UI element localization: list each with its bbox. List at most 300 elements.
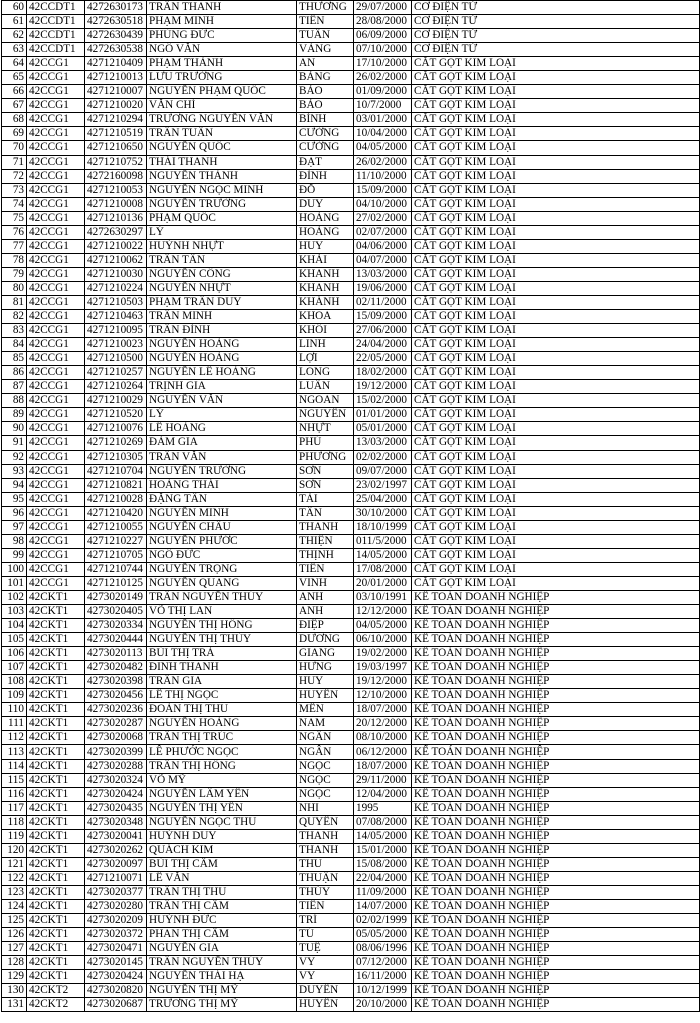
class-code-cell: 42CCG1	[27, 155, 85, 169]
row-number-cell: 86	[2, 366, 27, 380]
birth-date-cell: 04/05/2000	[354, 619, 412, 633]
student-id-cell: 4271210013	[85, 71, 147, 85]
given-name-cell: LỢI	[297, 352, 354, 366]
surname-cell: LÝ	[147, 408, 297, 422]
major-cell: CẮT GỌT KIM LOẠI	[412, 281, 700, 295]
surname-cell: NGUYỄN MINH	[147, 506, 297, 520]
major-cell: CẮT GỌT KIM LOẠI	[412, 310, 700, 324]
surname-cell: QUÁCH KIM	[147, 843, 297, 857]
given-name-cell: THUẬN	[297, 871, 354, 885]
major-cell: KẾ TOÁN DOANH NGHIỆP	[412, 900, 700, 914]
surname-cell: LƯU TRƯỜNG	[147, 71, 297, 85]
table-row	[2, 900, 700, 914]
row-number-cell: 111	[2, 717, 27, 731]
class-code-cell: 42CKT1	[27, 647, 85, 661]
table-row	[2, 394, 700, 408]
row-number-cell: 106	[2, 647, 27, 661]
birth-date-cell: 12/10/2000	[354, 689, 412, 703]
class-code-cell: 42CCG1	[27, 506, 85, 520]
major-cell: CẮT GỌT KIM LOẠI	[412, 506, 700, 520]
class-code-cell: 42CKT1	[27, 717, 85, 731]
birth-date-cell: 18/02/2000	[354, 366, 412, 380]
row-number-cell: 102	[2, 590, 27, 604]
given-name-cell: LONG	[297, 366, 354, 380]
row-number-cell: 96	[2, 506, 27, 520]
table-row	[2, 253, 700, 267]
student-id-cell: 4273020262	[85, 843, 147, 857]
class-code-cell: 42CKT1	[27, 590, 85, 604]
given-name-cell: HUYỀN	[297, 998, 354, 1012]
class-code-cell: 42CKT1	[27, 633, 85, 647]
class-code-cell: 42CCG1	[27, 295, 85, 309]
major-cell: CẮT GỌT KIM LOẠI	[412, 324, 700, 338]
class-code-cell: 42CCG1	[27, 310, 85, 324]
birth-date-cell: 25/04/2000	[354, 492, 412, 506]
surname-cell: NGUYỄN HOÀNG	[147, 352, 297, 366]
birth-date-cell: 15/09/2000	[354, 310, 412, 324]
surname-cell: ĐẶNG TẤN	[147, 492, 297, 506]
table-row	[2, 843, 700, 857]
row-number-cell: 92	[2, 450, 27, 464]
major-cell: KẾ TOÁN DOANH NGHIỆP	[412, 857, 700, 871]
major-cell: CẮT GỌT KIM LOẠI	[412, 211, 700, 225]
given-name-cell: DƯƠNG	[297, 633, 354, 647]
student-id-cell: 4271210023	[85, 338, 147, 352]
table-row	[2, 141, 700, 155]
surname-cell: TRẦN THANH	[147, 1, 297, 15]
row-number-cell: 131	[2, 998, 27, 1012]
row-number-cell: 124	[2, 900, 27, 914]
row-number-cell: 122	[2, 871, 27, 885]
class-code-cell: 42CKT1	[27, 773, 85, 787]
birth-date-cell: 30/10/2000	[354, 506, 412, 520]
given-name-cell: KHANH	[297, 281, 354, 295]
table-row	[2, 113, 700, 127]
major-cell: KẾ TOÁN DOANH NGHIỆP	[412, 956, 700, 970]
given-name-cell: NAM	[297, 717, 354, 731]
student-id-cell: 4271210744	[85, 562, 147, 576]
given-name-cell: LINH	[297, 338, 354, 352]
table-row	[2, 506, 700, 520]
table-row	[2, 239, 700, 253]
surname-cell: NGÔ VĂN	[147, 43, 297, 57]
table-row	[2, 43, 700, 57]
row-number-cell: 85	[2, 352, 27, 366]
major-cell: CƠ ĐIỆN TỬ	[412, 29, 700, 43]
birth-date-cell: 09/07/2000	[354, 464, 412, 478]
table-row	[2, 942, 700, 956]
surname-cell: TRẦN VĂN	[147, 450, 297, 464]
row-number-cell: 115	[2, 773, 27, 787]
class-code-cell: 42CCG1	[27, 225, 85, 239]
student-id-cell: 4273020405	[85, 605, 147, 619]
class-code-cell: 42CCG1	[27, 520, 85, 534]
given-name-cell: BẢO	[297, 99, 354, 113]
given-name-cell: TIÊN	[297, 900, 354, 914]
major-cell: CẮT GỌT KIM LOẠI	[412, 366, 700, 380]
birth-date-cell: 07/10/2000	[354, 43, 412, 57]
student-id-cell: 4271210007	[85, 85, 147, 99]
row-number-cell: 128	[2, 956, 27, 970]
birth-date-cell: 03/10/1991	[354, 590, 412, 604]
given-name-cell: BẢO	[297, 85, 354, 99]
class-code-cell: 42CKT1	[27, 801, 85, 815]
surname-cell: TRẦN TẤN	[147, 253, 297, 267]
birth-date-cell: 28/08/2000	[354, 15, 412, 29]
class-code-cell: 42CCG1	[27, 211, 85, 225]
major-cell: CẮT GỌT KIM LOẠI	[412, 464, 700, 478]
given-name-cell: KHANH	[297, 267, 354, 281]
row-number-cell: 60	[2, 1, 27, 15]
table-row	[2, 689, 700, 703]
student-id-cell: 4273020456	[85, 689, 147, 703]
table-row	[2, 380, 700, 394]
student-id-cell: 4273020149	[85, 590, 147, 604]
surname-cell: TRỊNH GIA	[147, 380, 297, 394]
class-code-cell: 42CKT1	[27, 731, 85, 745]
class-code-cell: 42CKT1	[27, 928, 85, 942]
class-code-cell: 42CKT2	[27, 984, 85, 998]
row-number-cell: 78	[2, 253, 27, 267]
birth-date-cell: 10/04/2000	[354, 127, 412, 141]
surname-cell: NGUYỄN TRƯỜNG	[147, 464, 297, 478]
major-cell: KẾ TOÁN DOANH NGHIỆP	[412, 647, 700, 661]
given-name-cell: ANH	[297, 605, 354, 619]
major-cell: KẾ TOÁN DOANH NGHIỆP	[412, 605, 700, 619]
table-row	[2, 857, 700, 871]
major-cell: CẮT GỌT KIM LOẠI	[412, 71, 700, 85]
class-code-cell: 42CCG1	[27, 366, 85, 380]
table-row	[2, 127, 700, 141]
student-id-cell: 4271210029	[85, 394, 147, 408]
row-number-cell: 72	[2, 169, 27, 183]
table-row	[2, 562, 700, 576]
surname-cell: NGUYỄN NGỌC MINH	[147, 183, 297, 197]
row-number-cell: 130	[2, 984, 27, 998]
class-code-cell: 42CKT1	[27, 885, 85, 899]
major-cell: KẾ TOÁN DOANH NGHIỆP	[412, 745, 700, 759]
surname-cell: NGUYỄN THÁI HẠ	[147, 970, 297, 984]
class-code-cell: 42CCG1	[27, 99, 85, 113]
surname-cell: ĐÀM GIA	[147, 436, 297, 450]
table-row	[2, 717, 700, 731]
class-code-cell: 42CKT1	[27, 914, 85, 928]
student-id-cell: 4273020424	[85, 787, 147, 801]
surname-cell: VÕ THỊ LAN	[147, 605, 297, 619]
table-row	[2, 548, 700, 562]
surname-cell: TRẦN MINH	[147, 310, 297, 324]
row-number-cell: 66	[2, 85, 27, 99]
given-name-cell: ANH	[297, 590, 354, 604]
row-number-cell: 68	[2, 113, 27, 127]
given-name-cell: HUY	[297, 675, 354, 689]
table-row	[2, 169, 700, 183]
table-row	[2, 464, 700, 478]
birth-date-cell: 26/02/2000	[354, 155, 412, 169]
surname-cell: THÁI THANH	[147, 155, 297, 169]
table-row	[2, 352, 700, 366]
student-id-cell: 4273020097	[85, 857, 147, 871]
class-code-cell: 42CKT1	[27, 970, 85, 984]
row-number-cell: 110	[2, 703, 27, 717]
major-cell: KẾ TOÁN DOANH NGHIỆP	[412, 619, 700, 633]
given-name-cell: TIẾN	[297, 15, 354, 29]
student-id-cell: 4271210264	[85, 380, 147, 394]
surname-cell: NGUYỄN THỊ THÙY	[147, 633, 297, 647]
given-name-cell: MẾN	[297, 703, 354, 717]
surname-cell: NGUYỄN CHÂU	[147, 520, 297, 534]
class-code-cell: 42CKT1	[27, 843, 85, 857]
surname-cell: TRẦN NGUYỄN THÚY	[147, 956, 297, 970]
birth-date-cell: 03/01/2000	[354, 113, 412, 127]
surname-cell: NGÔ ĐỨC	[147, 548, 297, 562]
table-row	[2, 787, 700, 801]
birth-date-cell: 27/06/2000	[354, 324, 412, 338]
given-name-cell: NGỌC	[297, 773, 354, 787]
surname-cell: NGUYỄN THỊ MỸ	[147, 984, 297, 998]
table-row	[2, 815, 700, 829]
surname-cell: PHÙNG ĐỨC	[147, 29, 297, 43]
table-row	[2, 970, 700, 984]
major-cell: CẮT GỌT KIM LOẠI	[412, 295, 700, 309]
student-id-cell: 4272630518	[85, 15, 147, 29]
student-id-cell: 4271210224	[85, 281, 147, 295]
surname-cell: PHẠM TRẦN DUY	[147, 295, 297, 309]
birth-date-cell: 04/05/2000	[354, 141, 412, 155]
birth-date-cell: 04/10/2000	[354, 197, 412, 211]
given-name-cell: NGOAN	[297, 394, 354, 408]
major-cell: CƠ ĐIỆN TỬ	[412, 43, 700, 57]
given-name-cell: QUYÊN	[297, 815, 354, 829]
surname-cell: BÙI THỊ CẨM	[147, 857, 297, 871]
major-cell: KẾ TOÁN DOANH NGHIỆP	[412, 675, 700, 689]
table-row	[2, 71, 700, 85]
major-cell: KẾ TOÁN DOANH NGHIỆP	[412, 914, 700, 928]
table-row	[2, 155, 700, 169]
class-code-cell: 42CCG1	[27, 352, 85, 366]
table-row	[2, 408, 700, 422]
surname-cell: PHAN THỊ CẨM	[147, 928, 297, 942]
class-code-cell: 42CKT1	[27, 605, 85, 619]
table-row	[2, 885, 700, 899]
surname-cell: ĐOÀN THỊ THU	[147, 703, 297, 717]
birth-date-cell: 02/02/2000	[354, 450, 412, 464]
surname-cell: HUỲNH NHỰT	[147, 239, 297, 253]
class-code-cell: 42CCG1	[27, 253, 85, 267]
surname-cell: TRẦN THỊ TRÚC	[147, 731, 297, 745]
student-id-cell: 4271210463	[85, 310, 147, 324]
table-row	[2, 492, 700, 506]
student-id-cell: 4273020113	[85, 647, 147, 661]
birth-date-cell: 19/12/2000	[354, 380, 412, 394]
table-row	[2, 745, 700, 759]
major-cell: KẾ TOÁN DOANH NGHIỆP	[412, 885, 700, 899]
given-name-cell: NHI	[297, 801, 354, 815]
given-name-cell: THỊNH	[297, 548, 354, 562]
birth-date-cell: 02/07/2000	[354, 225, 412, 239]
given-name-cell: KHẢI	[297, 253, 354, 267]
surname-cell: LÊ THỊ NGỌC	[147, 689, 297, 703]
major-cell: CƠ ĐIỆN TỬ	[412, 1, 700, 15]
surname-cell: TRẦN TUẤN	[147, 127, 297, 141]
class-code-cell: 42CKT1	[27, 619, 85, 633]
surname-cell: PHẠM MINH	[147, 15, 297, 29]
student-id-cell: 4271210500	[85, 352, 147, 366]
major-cell: CẮT GỌT KIM LOẠI	[412, 155, 700, 169]
row-number-cell: 77	[2, 239, 27, 253]
major-cell: CẮT GỌT KIM LOẠI	[412, 113, 700, 127]
row-number-cell: 123	[2, 885, 27, 899]
row-number-cell: 74	[2, 197, 27, 211]
class-code-cell: 42CKT1	[27, 689, 85, 703]
class-code-cell: 42CKT1	[27, 675, 85, 689]
row-number-cell: 127	[2, 942, 27, 956]
row-number-cell: 91	[2, 436, 27, 450]
class-code-cell: 42CCG1	[27, 239, 85, 253]
row-number-cell: 118	[2, 815, 27, 829]
major-cell: CẮT GỌT KIM LOẠI	[412, 352, 700, 366]
major-cell: CẮT GỌT KIM LOẠI	[412, 492, 700, 506]
row-number-cell: 112	[2, 731, 27, 745]
table-row	[2, 29, 700, 43]
birth-date-cell: 29/07/2000	[354, 1, 412, 15]
class-code-cell: 42CCG1	[27, 408, 85, 422]
surname-cell: PHẠM QUỐC	[147, 211, 297, 225]
row-number-cell: 88	[2, 394, 27, 408]
birth-date-cell: 011/5/2000	[354, 534, 412, 548]
class-code-cell: 42CCG1	[27, 113, 85, 127]
class-code-cell: 42CKT1	[27, 787, 85, 801]
major-cell: CƠ ĐIỆN TỬ	[412, 15, 700, 29]
student-id-cell: 4271210420	[85, 506, 147, 520]
major-cell: KẾ TOÁN DOANH NGHIỆP	[412, 731, 700, 745]
major-cell: CẮT GỌT KIM LOẠI	[412, 548, 700, 562]
table-row	[2, 534, 700, 548]
major-cell: CẮT GỌT KIM LOẠI	[412, 57, 700, 71]
birth-date-cell: 26/02/2000	[354, 71, 412, 85]
major-cell: CẮT GỌT KIM LOẠI	[412, 253, 700, 267]
row-number-cell: 76	[2, 225, 27, 239]
table-row	[2, 914, 700, 928]
given-name-cell: HOÀNG	[297, 211, 354, 225]
given-name-cell: NGÂN	[297, 731, 354, 745]
given-name-cell: PHƯƠNG	[297, 450, 354, 464]
class-code-cell: 42CCG1	[27, 127, 85, 141]
class-code-cell: 42CCG1	[27, 422, 85, 436]
given-name-cell: VÀNG	[297, 43, 354, 57]
major-cell: KẾ TOÁN DOANH NGHIỆP	[412, 801, 700, 815]
major-cell: CẮT GỌT KIM LOẠI	[412, 338, 700, 352]
row-number-cell: 126	[2, 928, 27, 942]
student-id-cell: 4272630439	[85, 29, 147, 43]
birth-date-cell: 08/10/2000	[354, 731, 412, 745]
surname-cell: NGUYỄN NGỌC THU	[147, 815, 297, 829]
major-cell: CẮT GỌT KIM LOẠI	[412, 169, 700, 183]
birth-date-cell: 13/03/2000	[354, 436, 412, 450]
birth-date-cell: 02/02/1999	[354, 914, 412, 928]
table-row	[2, 99, 700, 113]
surname-cell: NGUYỄN VĂN	[147, 394, 297, 408]
row-number-cell: 114	[2, 759, 27, 773]
student-id-cell: 4271210520	[85, 408, 147, 422]
table-row	[2, 773, 700, 787]
table-row	[2, 478, 700, 492]
surname-cell: TRẦN THỊ THU	[147, 885, 297, 899]
surname-cell: LÊ PHƯỚC NGỌC	[147, 745, 297, 759]
given-name-cell: NHỰT	[297, 422, 354, 436]
given-name-cell: THANH	[297, 829, 354, 843]
major-cell: KẾ TOÁN DOANH NGHIỆP	[412, 984, 700, 998]
birth-date-cell: 18/10/1999	[354, 520, 412, 534]
given-name-cell: HOÀNG	[297, 225, 354, 239]
birth-date-cell: 19/12/2000	[354, 675, 412, 689]
birth-date-cell: 19/02/2000	[354, 647, 412, 661]
student-id-cell: 4272630538	[85, 43, 147, 57]
student-id-cell: 4271210227	[85, 534, 147, 548]
birth-date-cell: 05/05/2000	[354, 928, 412, 942]
surname-cell: VÕ MỸ	[147, 773, 297, 787]
row-number-cell: 87	[2, 380, 27, 394]
student-id-cell: 4273020482	[85, 661, 147, 675]
given-name-cell: ĐẠT	[297, 155, 354, 169]
surname-cell: ĐINH THANH	[147, 661, 297, 675]
class-code-cell: 42CCG1	[27, 197, 85, 211]
table-row	[2, 310, 700, 324]
birth-date-cell: 12/12/2000	[354, 605, 412, 619]
given-name-cell: ĐỖ	[297, 183, 354, 197]
table-row	[2, 225, 700, 239]
student-id-cell: 4271210409	[85, 57, 147, 71]
row-number-cell: 103	[2, 605, 27, 619]
class-code-cell: 42CCDT1	[27, 1, 85, 15]
given-name-cell: TRÍ	[297, 914, 354, 928]
student-id-cell: 4272630173	[85, 1, 147, 15]
table-row	[2, 703, 700, 717]
surname-cell: TRẦN THỊ HỒNG	[147, 759, 297, 773]
class-code-cell: 42CCG1	[27, 380, 85, 394]
birth-date-cell: 19/06/2000	[354, 281, 412, 295]
given-name-cell: TUỆ	[297, 942, 354, 956]
major-cell: CẮT GỌT KIM LOẠI	[412, 534, 700, 548]
class-code-cell: 42CCG1	[27, 324, 85, 338]
given-name-cell: THU	[297, 857, 354, 871]
birth-date-cell: 19/03/1997	[354, 661, 412, 675]
table-row	[2, 871, 700, 885]
row-number-cell: 89	[2, 408, 27, 422]
given-name-cell: TIẾN	[297, 562, 354, 576]
row-number-cell: 95	[2, 492, 27, 506]
birth-date-cell: 17/10/2000	[354, 57, 412, 71]
table-row	[2, 928, 700, 942]
major-cell: CẮT GỌT KIM LOẠI	[412, 436, 700, 450]
birth-date-cell: 17/08/2000	[354, 562, 412, 576]
major-cell: CẮT GỌT KIM LOẠI	[412, 99, 700, 113]
major-cell: CẮT GỌT KIM LOẠI	[412, 197, 700, 211]
surname-cell: NGUYỄN THỊ HỒNG	[147, 619, 297, 633]
birth-date-cell: 18/07/2000	[354, 759, 412, 773]
birth-date-cell: 06/10/2000	[354, 633, 412, 647]
birth-date-cell: 08/06/1996	[354, 942, 412, 956]
row-number-cell: 108	[2, 675, 27, 689]
major-cell: KẾ TOÁN DOANH NGHIỆP	[412, 998, 700, 1012]
birth-date-cell: 15/08/2000	[354, 857, 412, 871]
given-name-cell: KHÔI	[297, 324, 354, 338]
birth-date-cell: 01/01/2000	[354, 408, 412, 422]
surname-cell: TRƯƠNG NGUYỄN VĂN	[147, 113, 297, 127]
table-row	[2, 759, 700, 773]
class-code-cell: 42CKT2	[27, 998, 85, 1012]
table-row	[2, 661, 700, 675]
